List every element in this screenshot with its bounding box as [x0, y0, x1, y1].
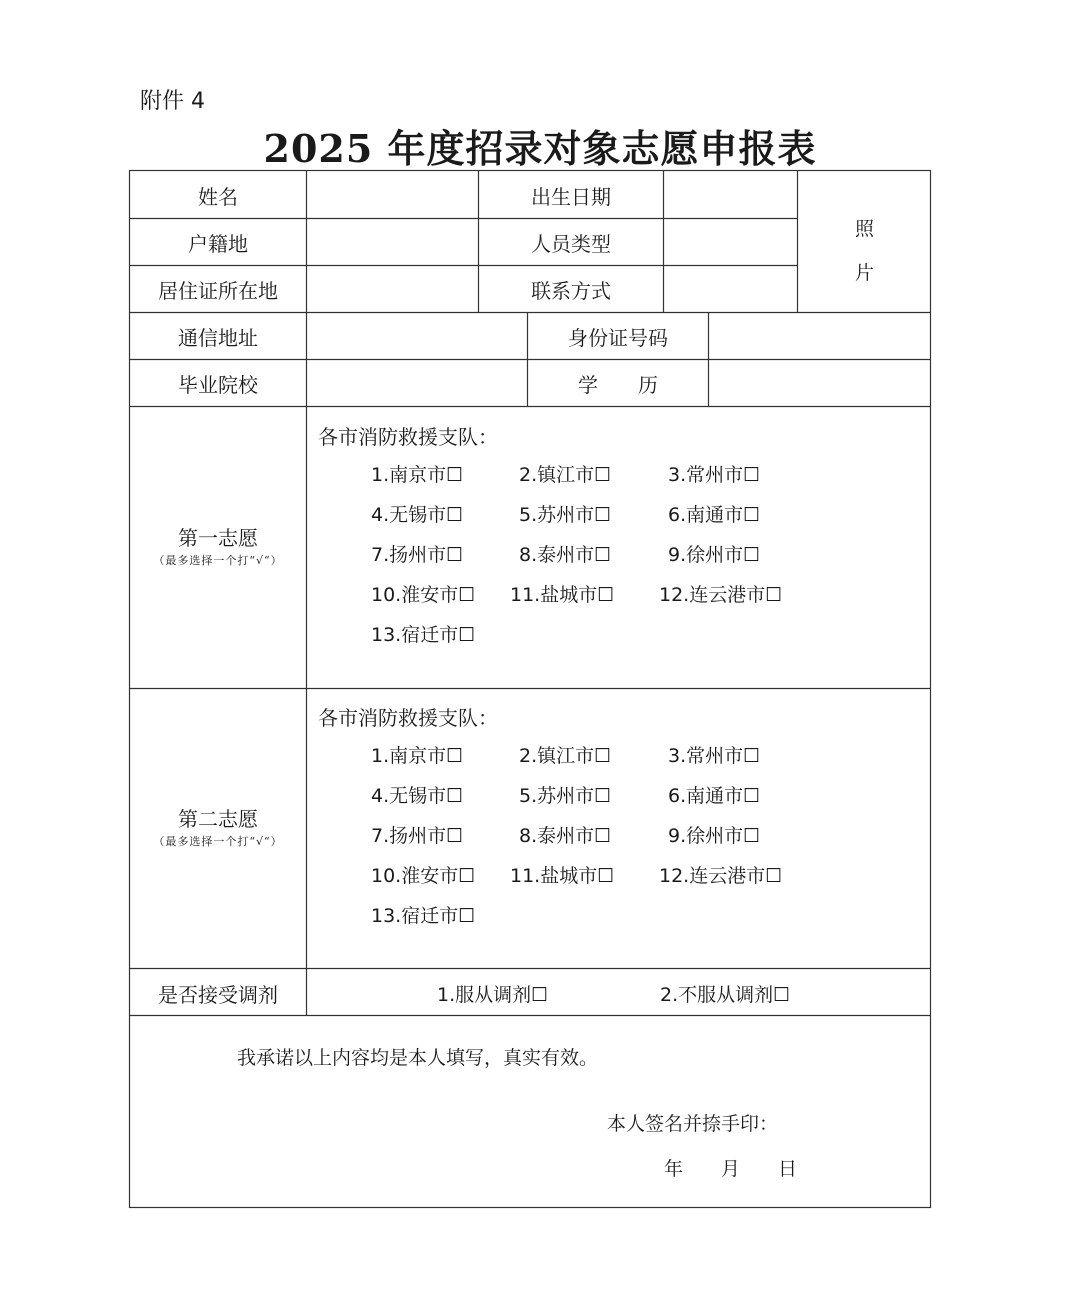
first-choice-note: （最多选择一个打“√“）: [153, 554, 283, 567]
education-label: 学 历: [578, 373, 658, 397]
first-choice-option[interactable]: 5.苏州市☐: [519, 504, 612, 526]
first-choice-option[interactable]: 2.镇江市☐: [519, 464, 612, 486]
second-choice-note: （最多选择一个打“√“）: [153, 835, 283, 848]
address-label: 通信地址: [178, 326, 258, 350]
second-choice-option[interactable]: 11.盐城市☐: [510, 865, 615, 887]
school-label: 毕业院校: [178, 373, 258, 397]
second-choice-option[interactable]: 13.宿迁市☐: [371, 905, 476, 927]
first-choice-option[interactable]: 11.盐城市☐: [510, 584, 615, 606]
first-choice-option[interactable]: 13.宿迁市☐: [371, 624, 476, 646]
signature-label: 本人签名并捺手印：: [607, 1113, 779, 1135]
second-choice-option[interactable]: 3.常州市☐: [668, 745, 761, 767]
first-choice-option[interactable]: 8.泰州市☐: [519, 544, 612, 566]
second-choice-option[interactable]: 6.南通市☐: [668, 785, 761, 807]
annex-label: 附件 4: [140, 89, 205, 114]
second-choice-option[interactable]: 9.徐州市☐: [668, 825, 761, 847]
second-choice-label: 第二志愿: [178, 807, 258, 831]
second-choice-option[interactable]: 12.连云港市☐: [659, 865, 783, 887]
first-choice-option[interactable]: 1.南京市☐: [371, 464, 464, 486]
adjust-accept-option[interactable]: 1.服从调剂☐: [437, 984, 549, 1006]
second-choice-heading: 各市消防救援支队：: [318, 706, 498, 730]
second-choice-option[interactable]: 7.扬州市☐: [371, 825, 464, 847]
first-choice-option[interactable]: 9.徐州市☐: [668, 544, 761, 566]
person-type-label: 人员类型: [531, 232, 611, 256]
form-title: 2025 年度招录对象志愿申报表: [263, 126, 817, 171]
first-choice-heading: 各市消防救援支队：: [318, 425, 498, 449]
adjust-decline-option[interactable]: 2.不服从调剂☐: [660, 984, 791, 1006]
second-choice-option[interactable]: 5.苏州市☐: [519, 785, 612, 807]
second-choice-option[interactable]: 4.无锡市☐: [371, 785, 464, 807]
adjust-label: 是否接受调剂: [158, 983, 278, 1007]
first-choice-option[interactable]: 7.扬州市☐: [371, 544, 464, 566]
first-choice-option[interactable]: 12.连云港市☐: [659, 584, 783, 606]
name-label: 姓名: [198, 185, 238, 209]
second-choice-option[interactable]: 2.镇江市☐: [519, 745, 612, 767]
first-choice-option[interactable]: 4.无锡市☐: [371, 504, 464, 526]
first-choice-option[interactable]: 3.常州市☐: [668, 464, 761, 486]
contact-label: 联系方式: [531, 279, 611, 303]
hukou-label: 户籍地: [188, 232, 248, 256]
first-choice-label: 第一志愿: [178, 526, 258, 550]
date-label: 年 月 日: [664, 1158, 798, 1180]
photo-label-1: 照: [854, 218, 874, 240]
pledge-statement: 我承诺以上内容均是本人填写，真实有效。: [237, 1047, 599, 1069]
second-choice-option[interactable]: 1.南京市☐: [371, 745, 464, 767]
first-choice-option[interactable]: 6.南通市☐: [668, 504, 761, 526]
second-choice-option[interactable]: 10.淮安市☐: [371, 865, 476, 887]
photo-label-2: 片: [854, 262, 874, 284]
first-choice-option[interactable]: 10.淮安市☐: [371, 584, 476, 606]
birth-date-label: 出生日期: [531, 185, 611, 209]
id-number-label: 身份证号码: [568, 326, 668, 350]
residence-permit-label: 居住证所在地: [158, 279, 278, 303]
second-choice-option[interactable]: 8.泰州市☐: [519, 825, 612, 847]
